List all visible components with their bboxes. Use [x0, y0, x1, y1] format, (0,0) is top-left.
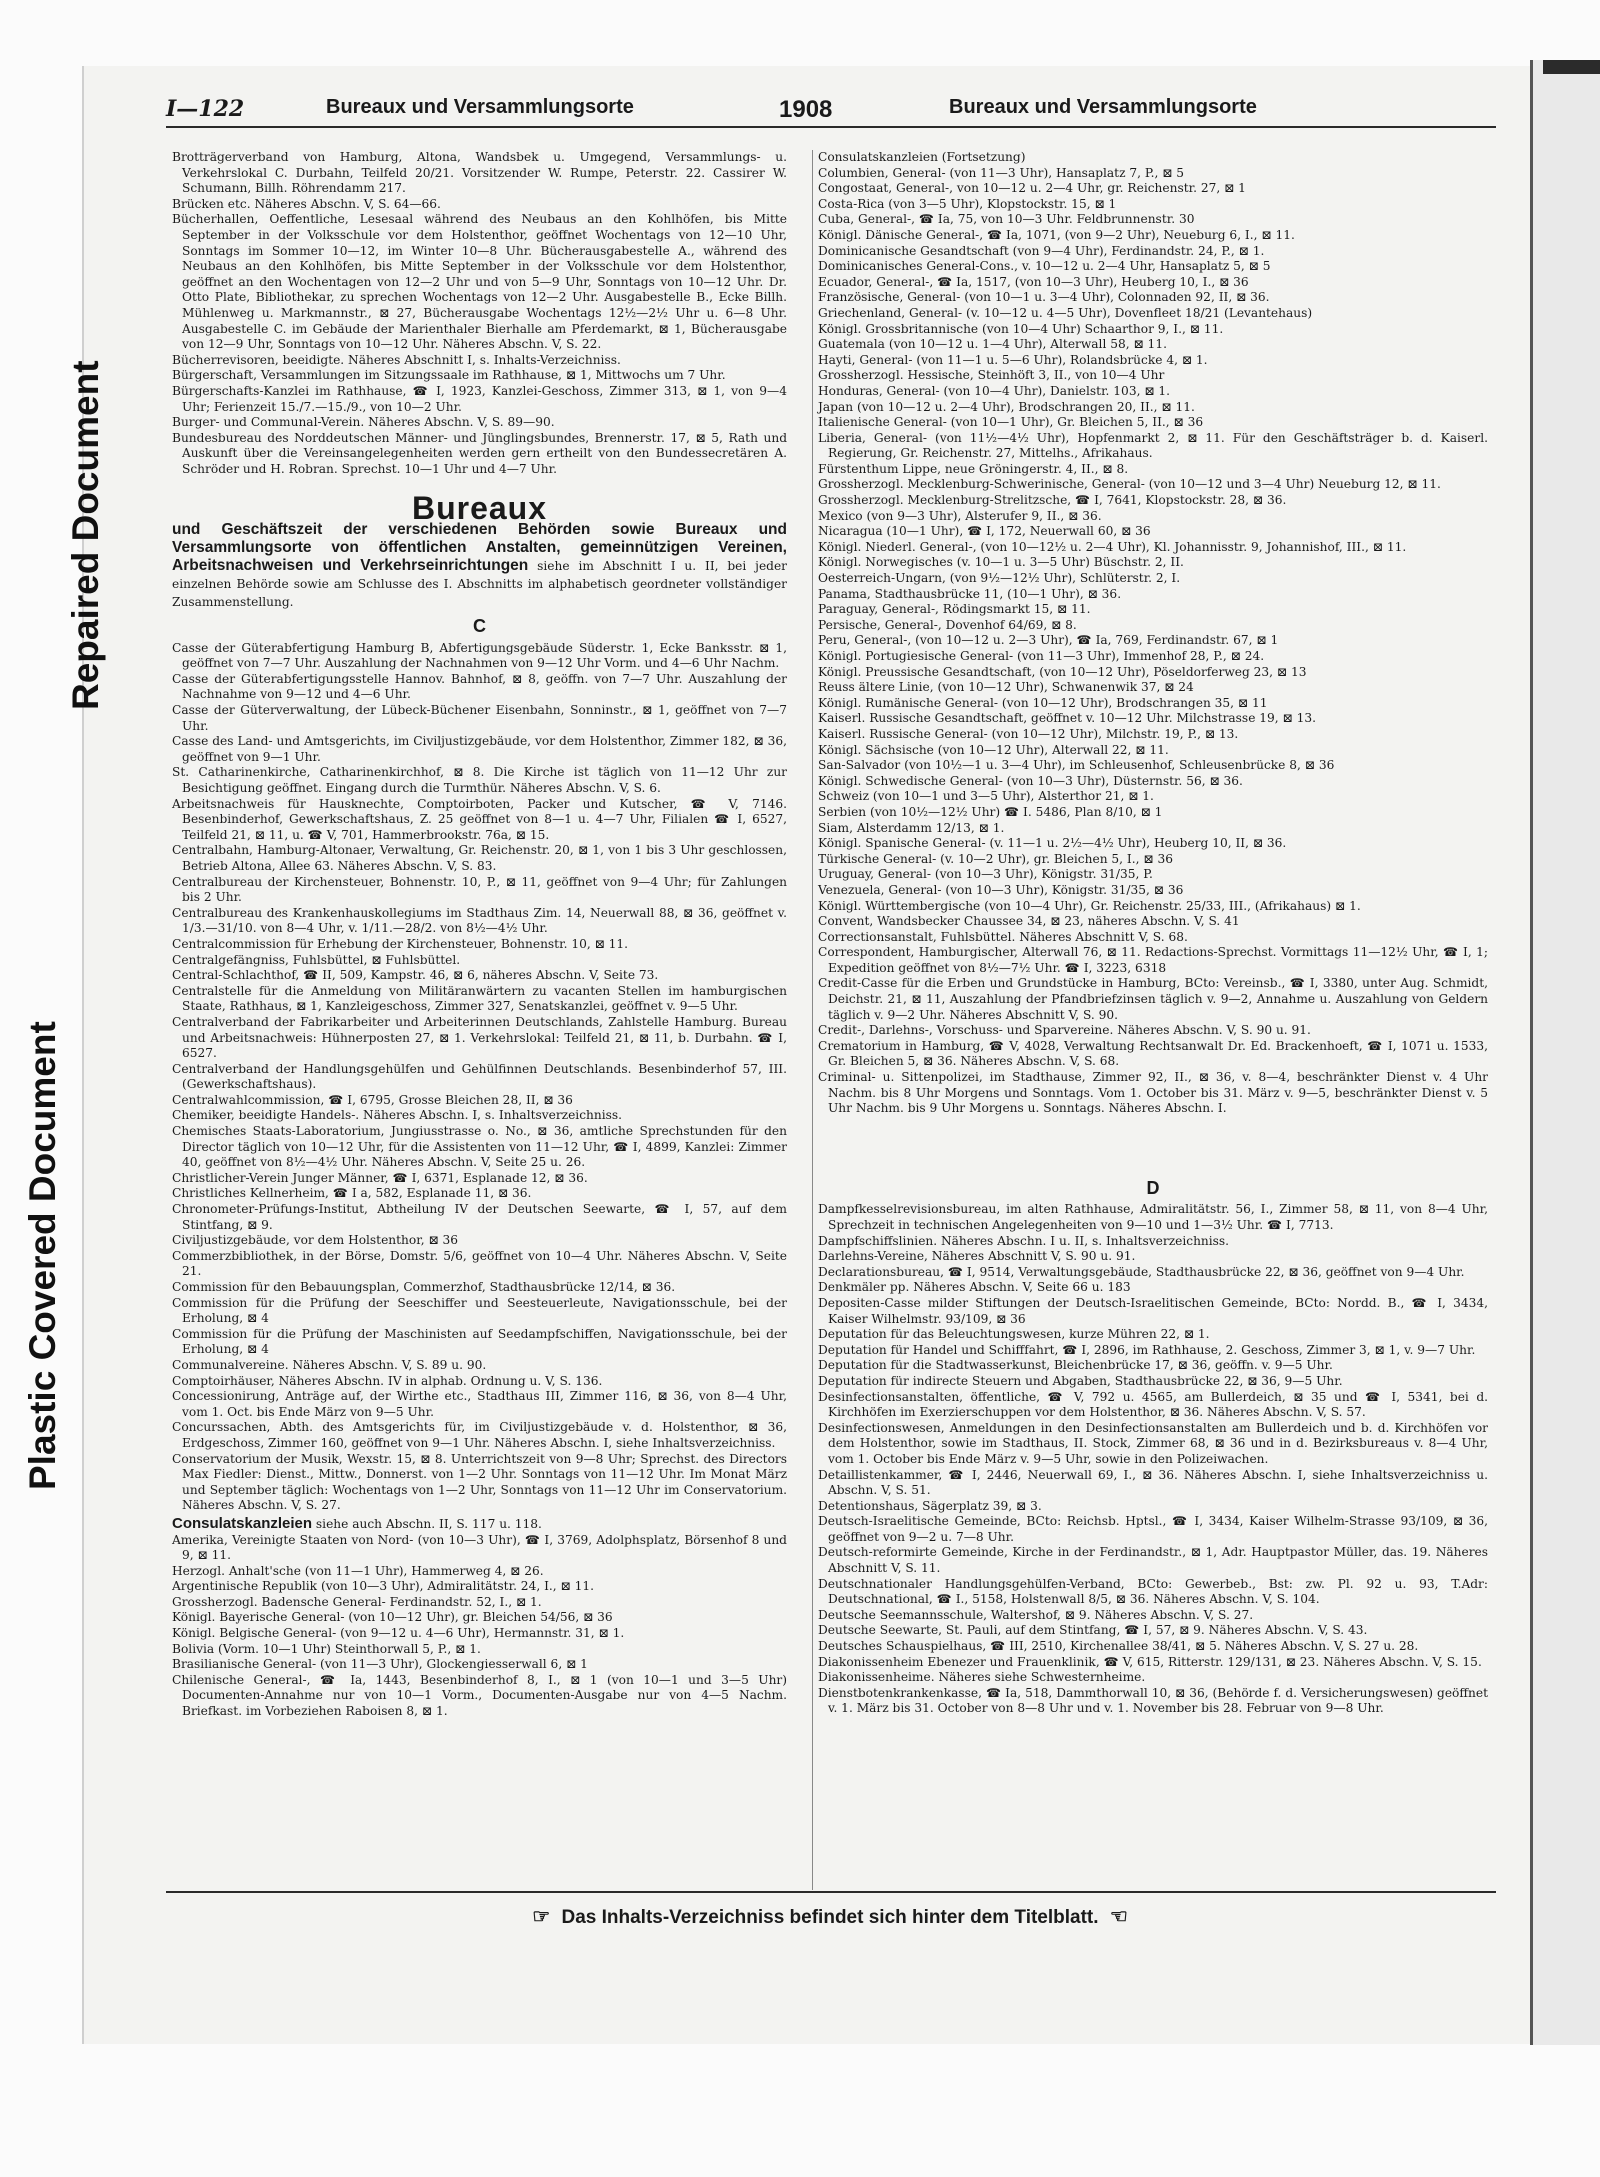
side-labels: [20, 200, 150, 1490]
list-entry: Grossherzogl. Badensche General- Ferdinandstr. 52, I., ⊠ 1.: [172, 1594, 542, 1609]
consulats-heading-bold: Consulatskanzleien: [172, 1514, 313, 1532]
list-entry: Columbien, General- (von 11—3 Uhr), Hansaplatz 7, P., ⊠ 5: [818, 165, 1185, 180]
list-entry: Königl. Norwegisches (v. 10—1 u. 3—5 Uhr) Büschstr. 2, II.: [818, 555, 1184, 570]
list-entry: Ecuador, General-, ☎ Ia, 1517, (von 10—3 Uhr), Heuberg 10, I., ⊠ 36: [818, 274, 1249, 289]
list-entry: Königl. Sächsische (von 10—12 Uhr), Alterwall 22, ⊠ 11.: [818, 742, 1169, 757]
list-entry: Declarationsbureau, ☎ I, 9514, Verwaltungsgebäude, Stadthausbrücke 22, ⊠ 36, geöffnet von 9—4 Uhr.: [818, 1264, 1465, 1279]
list-entry: Grossherzogl. Hessische, Steinhöft 3, II., von 10—4 Uhr: [818, 368, 1165, 383]
list-entry: Centralverband der Fabrikarbeiter und Arbeiterinnen Deutschlands, Zahlstelle Hamburg. Bureau und Arbeitsnachweis: Hühnerposten 27, ⊠ 1. Verkehrslokal: Teilfeld 21, ⊠ 11, b. Durbahn. ☎ I, 6527.: [172, 1014, 787, 1061]
list-entry: Königl. Schwedische General- (von 10—3 Uhr), Düsternstr. 56, ⊠ 36.: [818, 773, 1243, 788]
list-entry: Centralwahlcommission, ☎ I, 6795, Grosse Bleichen 28, II, ⊠ 36: [172, 1092, 573, 1107]
entries-consulates: [172, 1533, 787, 1720]
list-entry: Centralbureau des Krankenhauskollegiums im Stadthaus Zim. 14, Neuerwall 88, ⊠ 36, geöffnet v. 1/3.—31/10. von 8—4 Uhr, v. 1/11.—28/2. von 8½—4½ Uhr.: [172, 905, 787, 936]
list-entry: Deputation für Handel und Schifffahrt, ☎ I, 2896, im Rathhause, 2. Geschoss, Zimmer 3, ⊠ 1, v. 9—7 Uhr.: [818, 1342, 1476, 1357]
list-entry: Credit-, Darlehns-, Vorschuss- und Sparvereine. Näheres Abschn. V, S. 90 u. 91.: [818, 1023, 1311, 1038]
list-entry: Central-Schlachthof, ☎ II, 509, Kampstr. 46, ⊠ 6, näheres Abschn. V, Seite 73.: [172, 968, 659, 983]
list-entry: Paraguay, General-, Rödingsmarkt 15, ⊠ 11.: [818, 602, 1091, 617]
list-entry: Bolivia (Vorm. 10—1 Uhr) Steinthorwall 5, P., ⊠ 1.: [172, 1641, 481, 1656]
list-entry: Bürgerschafts-Kanzlei im Rathhause, ☎ I, 1923, Kanzlei-Geschoss, Zimmer 313, ⊠ 1, von 9—4 Uhr; Ferienzeit 15./7.—15./9., von 10—2 Uhr.: [172, 383, 787, 414]
list-entry: Königl. Dänische General-, ☎ Ia, 1071, (von 9—2 Uhr), Neueburg 6, I., ⊠ 11.: [818, 227, 1295, 242]
plastic-covered-label: Plastic Covered Document: [22, 1021, 63, 1490]
list-entry: Amerika, Vereinigte Staaten von Nord- (von 10—3 Uhr), ☎ I, 3769, Adolphsplatz, Börsenhof 8 und 9, ⊠ 11.: [172, 1532, 787, 1563]
list-entry: Centralverband der Handlungsgehülfen und Gehülfinnen Deutschlands. Besenbinderhof 57, III. (Gewerkschaftshaus).: [172, 1061, 787, 1092]
list-entry: Panama, Stadthausbrücke 11, (10—1 Uhr), ⊠ 36.: [818, 586, 1122, 601]
list-entry: Bücherhallen, Oeffentliche, Lesesaal während des Neubaus an den Kohlhöfen, bis Mitte September in der Volksschule vor dem Holstenthor, geöffnet Wochentags von 12—10 Uhr, Sonntags im Sommer 10—12, im Winter 10—8 Uhr. Bücherausgabestelle A., während des Neubaus an den Kohlhöfen, bis Mitte September in der Volksschule vor dem Holstenthor, geöffnet an den Wochentagen von 12—2 Uhr und von 5—9 Uhr, Sonntags von 10—12 Uhr. Dr. Otto Plate, Bibliothekar, zu sprechen Wochentags von 12—2 Uhr. Ausgabestelle B., Ecke Billh. Mühlenweg u. Markmannstr., ⊠ 27, Bücherausgabe Wochentags 12½—2½ Uhr u. 6—8 Uhr. Ausgabestelle C. im Gebäude der Marienthaler Bierhalle am Pferdemarkt, ⊠ 1, Bücherausgabe von 12—9 Uhr, Sonntags von 10—12 Uhr. Näheres Abschn. V, S. 22.: [172, 212, 787, 352]
bureaux-sub-rest: siehe im Abschnitt I u. II, bei jeder einzelnen Behörde sowie am Schlusse des I. Abschnitts im alphabetisch geordneter vollständiger Zusammenstellung.: [172, 559, 787, 610]
list-entry: Uruguay, General- (von 10—3 Uhr), Königstr. 31/35, P.: [818, 867, 1153, 882]
list-entry: Mexico (von 9—3 Uhr), Alsterufer 9, II., ⊠ 36.: [818, 508, 1102, 523]
list-entry: Fürstenthum Lippe, neue Gröningerstr. 4, II., ⊠ 8.: [818, 461, 1129, 476]
list-entry: Desinfectionswesen, Anmeldungen in den Desinfectionsanstalten am Bullerdeich und b. d. Kirchhöfen vor dem Holstenthor, sowie im Stadthaus, II. Stock, Zimmer 68, ⊠ 36 und in d. Bezirksbureaus v. 8—4 Uhr, vom 1. October bis Ende März v. 9—5 Uhr, sowie in den Polizeiwachen.: [818, 1420, 1488, 1466]
bureaux-subheading: [172, 521, 787, 611]
repaired-document-label: Repaired Document: [65, 360, 106, 710]
footer-note: [330, 1904, 1330, 1934]
list-entry: Oesterreich-Ungarn, (von 9½—12½ Uhr), Schlüterstr. 2, I.: [818, 571, 1181, 586]
list-entry: Königl. Rumänische General- (von 10—12 Uhr), Brodschrangen 35, ⊠ 11: [818, 695, 1268, 710]
list-entry: Concurssachen, Abth. des Amtsgerichts für, im Civiljustizgebäude v. d. Holstenthor, ⊠ 36, Erdgeschoss, Zimmer 160, geöffnet von 9—1 Uhr. Näheres Abschn. I, siehe Inhaltsverzeichniss.: [172, 1420, 787, 1450]
list-entry: Deputation für indirecte Steuern und Abgaben, Stadthausbrücke 22, ⊠ 36, 9—5 Uhr.: [818, 1373, 1343, 1388]
list-entry: Königl. Grossbritannische (von 10—4 Uhr) Schaarthor 9, I., ⊠ 11.: [818, 321, 1224, 336]
list-entry: Herzogl. Anhalt'sche (von 11—1 Uhr), Hammerweg 4, ⊠ 26.: [172, 1563, 544, 1578]
list-entry: Liberia, General- (von 11½—4½ Uhr), Hopfenmarkt 2, ⊠ 11. Für den Geschäftsträger b. d. Kaiserl. Regierung, Gr. Reichenstr. 27, Mittelhs., Afrikahaus.: [818, 430, 1488, 461]
list-entry: Casse des Land- und Amtsgerichts, im Civiljustizgebäude, vor dem Holstenthor, Zimmer 182, ⊠ 36, geöffnet von 9—1 Uhr.: [172, 734, 787, 764]
list-entry: Dominicanische Gesandtschaft (von 9—4 Uhr), Ferdinandstr. 24, P., ⊠ 1.: [818, 243, 1265, 258]
list-entry: Deutsch-Israelitische Gemeinde, BCto: Reichsb. Hptsl., ☎ I, 3434, Kaiser Wilhelm-Strasse 93/109, ⊠ 36, geöffnet von 9—2 u. 7—8 Uhr.: [818, 1514, 1488, 1544]
list-entry: Darlehns-Vereine, Näheres Abschnitt V, S. 90 u. 91.: [818, 1249, 1136, 1264]
list-entry: Grossherzogl. Mecklenburg-Schwerinische, General- (von 10—12 und 3—4 Uhr) Neueburg 12, ⊠ 11.: [818, 477, 1441, 492]
list-entry: San-Salvador (von 10½—1 u. 3—4 Uhr), im Schleusenhof, Schleusenbrücke 8, ⊠ 36: [818, 758, 1335, 773]
list-entry: Französische, General- (von 10—1 u. 3—4 Uhr), Colonnaden 92, II, ⊠ 36.: [818, 290, 1270, 305]
list-entry: Communalvereine. Näheres Abschn. V, S. 89 u. 90.: [172, 1357, 487, 1372]
year: 1908: [779, 96, 833, 123]
list-entry: Chemisches Staats-Laboratorium, Jungiusstrasse o. No., ⊠ 36, amtliche Sprechstunden für den Director täglich von 10—12 Uhr, für die Assistenten von 11—12 Uhr, ☎ I, 4899, Kanzlei: Zimmer 40, geöffnet von 8½—4½ Uhr. Näheres Abschn. V, Seite 25 u. 26.: [172, 1124, 787, 1170]
header-rule: [166, 126, 1496, 128]
section-letter-c: C: [473, 616, 486, 637]
list-entry: Dampfschiffslinien. Näheres Abschn. I u. II, s. Inhaltsverzeichniss.: [818, 1233, 1230, 1248]
footer-rule: [166, 1891, 1496, 1893]
list-entry: St. Catharinenkirche, Catharinenkirchhof, ⊠ 8. Die Kirche ist täglich von 11—12 Uhr zur Besichtigung geöffnet. Eingang durch die Turmthür. Näheres Abschn. V, S. 6.: [172, 765, 787, 795]
list-entry: Bundesbureau des Norddeutschen Männer- und Jünglingsbundes, Brennerstr. 17, ⊠ 5, Rath und Auskunft über die Vereinsangelegenheiten werden gern ertheilt von den Bundessecretären A. Schröder und H. Robran. Sprechst. 10—1 Uhr und 4—7 Uhr.: [172, 430, 787, 476]
list-entry: Honduras, General- (von 10—4 Uhr), Danielstr. 103, ⊠ 1.: [818, 383, 1171, 398]
entries-b: [172, 150, 787, 477]
list-entry: Nicaragua (10—1 Uhr), ☎ I, 172, Neuerwall 60, ⊠ 36: [818, 524, 1151, 539]
list-entry: Kaiserl. Russische General- (von 10—12 Uhr), Milchstr. 19, P., ⊠ 13.: [818, 726, 1239, 741]
list-entry: Deputation für die Stadtwasserkunst, Bleichenbrücke 17, ⊠ 36, geöffn. v. 9—5 Uhr.: [818, 1358, 1333, 1373]
list-entry: Commission für die Prüfung der Maschinisten auf Seedampfschiffen, Navigationsschule, bei der Erholung, ⊠ 4: [172, 1326, 787, 1357]
list-entry: Deutsch-reformirte Gemeinde, Kirche in der Ferdinandstr., ⊠ 1, Adr. Hauptpastor Müller, das. 19. Näheres Abschnitt V, S. 11.: [818, 1545, 1488, 1576]
list-entry: Centralbahn, Hamburg-Altonaer, Verwaltung, Gr. Reichenstr. 20, ⊠ 1, von 1 bis 3 Uhr geschlossen, Betrieb Altona, Allee 63. Näheres Abschn. V, S. 83.: [172, 843, 787, 873]
list-entry: Chilenische General-, ☎ Ia, 1443, Besenbinderhof 8, I., ⊠ 1 (von 10—1 und 3—5 Uhr) Documenten-Annahme nur von 10—1 Vorm., Documenten-Ausgabe nur von 4—5 Nachm. Briefkast. im Vorbeziehen Raboisen 8, ⊠ 1.: [172, 1672, 787, 1719]
right-column: [818, 150, 1488, 1717]
list-entry: Türkische General- (v. 10—2 Uhr), gr. Bleichen 5, I., ⊠ 36: [818, 851, 1173, 866]
list-entry: Casse der Güterabfertigungsstelle Hannov. Bahnhof, ⊠ 8, geöffn. von 7—7 Uhr. Auszahlung der Nachnahme von 9—12 und 4—6 Uhr.: [172, 671, 787, 702]
list-entry: Detentionshaus, Sägerplatz 39, ⊠ 3.: [818, 1498, 1042, 1513]
list-entry: Commission für die Prüfung der Seeschiffer und Seesteuerleute, Navigationsschule, bei der Erholung, ⊠ 4: [172, 1295, 787, 1326]
bureaux-heading: Bureaux: [411, 490, 548, 527]
list-entry: Kaiserl. Russische Gesandtschaft, geöffnet v. 10—12 Uhr. Milchstrasse 19, ⊠ 13.: [818, 711, 1317, 726]
list-entry: Argentinische Republik (von 10—3 Uhr), Admiralitätstr. 24, I., ⊠ 11.: [172, 1579, 594, 1594]
list-entry: Commerzbibliothek, in der Börse, Domstr. 5/6, geöffnet von 10—4 Uhr. Näheres Abschn. V, Seite 21.: [172, 1248, 787, 1279]
list-entry: Convent, Wandsbecker Chaussee 34, ⊠ 23, näheres Abschn. V, S. 41: [818, 914, 1240, 929]
list-entry: Italienische General- (von 10—1 Uhr), Gr. Bleichen 5, II., ⊠ 36: [818, 415, 1204, 430]
list-entry: Dominicanisches General-Cons., v. 10—12 u. 2—4 Uhr, Hansaplatz 5, ⊠ 5: [818, 259, 1271, 274]
list-entry: Comptoirhäuser, Näheres Abschn. IV in alphab. Ordnung u. V, S. 136.: [172, 1373, 603, 1388]
list-entry: Königl. Preussische Gesandtschaft, (von 10—12 Uhr), Pöseldorferweg 23, ⊠ 13: [818, 664, 1307, 679]
list-entry: Denkmäler pp. Näheres Abschn. V, Seite 66 u. 183: [818, 1280, 1131, 1295]
list-entry: Königl. Spanische General- (v. 11—1 u. 2½—4½ Uhr), Heuberg 10, II, ⊠ 36.: [818, 836, 1287, 851]
list-entry: Concessionirung, Anträge auf, der Wirthe etc., Stadthaus III, Zimmer 116, ⊠ 36, von 8—4 Uhr, vom 1. Oct. bis Ende März von 9—5 Uhr.: [172, 1389, 787, 1419]
list-entry: Burger- und Communal-Verein. Näheres Abschn. V, S. 89—90.: [172, 415, 555, 430]
list-entry: Bücherrevisoren, beeidigte. Näheres Abschnitt I, s. Inhalts-Verzeichniss.: [172, 352, 621, 367]
consulats-continued-heading: Consulatskanzleien (Fortsetzung): [818, 150, 1026, 164]
list-entry: Centralstelle für die Anmeldung von Militäranwärtern zu vacanten Stellen im hamburgischen Staate, Rathhaus, ⊠ 1, Kanzleigeschoss, Zimmer 327, Senatskanzlei, geöffnet v. 9—5 Uhr.: [172, 983, 787, 1014]
list-entry: Christliches Kellnerheim, ☎ I a, 582, Esplanade 11, ⊠ 36.: [172, 1186, 532, 1201]
list-entry: Criminal- u. Sittenpolizei, im Stadthause, Zimmer 92, II., ⊠ 36, v. 8—4, beschränkter Dienst v. 4 Uhr Nachm. bis 8 Uhr Morgens und Sonntags. Vom 1. October bis 31. März v. 9—5, beschränkter Dienst v. 5 Uhr Nachm. bis 9 Uhr Morgens u. Sonntags. Näheres Abschn. I.: [818, 1070, 1488, 1116]
list-entry: Desinfectionsanstalten, öffentliche, ☎ V, 792 u. 4565, am Bullerdeich, ⊠ 35 und ☎ I, 5341, bei d. Kirchhöfen im Exerzierschuppen vor dem Holstenthor, ⊠ 36. Näheres Abschn. V, S. 57.: [818, 1389, 1488, 1420]
entries-c: [172, 641, 787, 1514]
list-entry: Königl. Bayerische General- (von 10—12 Uhr), gr. Bleichen 54/56, ⊠ 36: [172, 1610, 613, 1625]
list-entry: Centralcommission für Erhebung der Kirchensteuer, Bohnenstr. 10, ⊠ 11.: [172, 936, 629, 951]
list-entry: Deutschnationaler Handlungsgehülfen-Verband, BCto: Gewerbeb., Bst: zw. Pl. 92 u. 93, T.Adr: Deutschnational, ☎ I., 5158, Holstenwall 8/5, ⊠ 36. Näheres Abschn. V, S. 104.: [818, 1576, 1488, 1607]
list-entry: Casse der Güterverwaltung, der Lübeck-Büchener Eisenbahn, Sonninstr., ⊠ 1, geöffnet von 7—7 Uhr.: [172, 703, 787, 733]
list-entry: Königl. Belgische General- (von 9—12 u. 4—6 Uhr), Hermannstr. 31, ⊠ 1.: [172, 1626, 625, 1641]
entries-d: [818, 1202, 1488, 1717]
list-entry: Deutsche Seemannsschule, Waltershof, ⊠ 9. Näheres Abschn. V, S. 27.: [818, 1607, 1254, 1622]
list-entry: Brücken etc. Näheres Abschn. V, S. 64—66.: [172, 196, 441, 211]
list-entry: Königl. Württembergische (von 10—4 Uhr), Gr. Reichenstr. 25/33, III., (Afrikahaus) ⊠ 1.: [818, 898, 1361, 913]
list-entry: Casse der Güterabfertigung Hamburg B, Abfertigungsgebäude Süderstr. 1, Ecke Banksstr. ⊠ 1, geöffnet von 7—7 Uhr. Auszahlung der Nachnahmen von 9—12 Uhr Vorm. und 4—6 Uhr Nachm.: [172, 640, 787, 671]
running-title-right: Bureaux und Versammlungsorte: [949, 96, 1257, 118]
list-entry: Crematorium in Hamburg, ☎ V, 4028, Verwaltung Rechtsanwalt Dr. Ed. Brackenhoeft, ☎ I, 1071 u. 1533, Gr. Bleichen 5, ⊠ 36. Näheres Abschn. V, S. 68.: [818, 1038, 1488, 1069]
list-entry: Guatemala (von 10—12 u. 1—4 Uhr), Alterwall 58, ⊠ 11.: [818, 337, 1167, 352]
list-entry: Hayti, General- (von 11—1 u. 5—6 Uhr), Rolandsbrücke 4, ⊠ 1.: [818, 352, 1208, 367]
entries-consulates-continued: [818, 166, 1488, 915]
list-entry: Reuss ältere Linie, (von 10—12 Uhr), Schwanenwik 37, ⊠ 24: [818, 680, 1194, 695]
list-entry: Cuba, General-, ☎ Ia, 75, von 10—3 Uhr. Feldbrunnenstr. 30: [818, 212, 1195, 227]
entries-c-continued: [818, 914, 1488, 1117]
list-entry: Centralgefängniss, Fuhlsbüttel, ⊠ Fuhlsbüttel.: [172, 952, 461, 967]
page-number: I—122: [166, 96, 245, 122]
page-edge-mark: [1543, 60, 1600, 74]
list-entry: Persische, General-, Dovenhof 64/69, ⊠ 8.: [818, 617, 1077, 632]
next-page-edge: [1530, 60, 1600, 2045]
list-entry: Japan (von 10—12 u. 2—4 Uhr), Brodschrangen 20, II., ⊠ 11.: [818, 399, 1195, 414]
consulats-heading: [172, 1516, 787, 1533]
list-entry: Chemiker, beeidigte Handels-. Näheres Abschn. I, s. Inhaltsverzeichniss.: [172, 1108, 623, 1123]
list-entry: Peru, General-, (von 10—12 u. 2—3 Uhr), ☎ Ia, 769, Ferdinandstr. 67, ⊠ 1: [818, 633, 1279, 648]
section-letter-d: D: [1146, 1177, 1160, 1198]
list-entry: Königl. Portugiesische General- (von 11—3 Uhr), Immenhof 28, P., ⊠ 24.: [818, 649, 1265, 663]
pointing-hand-left-icon: ☜: [1109, 1906, 1128, 1928]
list-entry: Correctionsanstalt, Fuhlsbüttel. Näheres Abschnitt V, S. 68.: [818, 929, 1188, 944]
list-entry: Deutsche Seewarte, St. Pauli, auf dem Stintfang, ☎ I, 57, ⊠ 9. Näheres Abschn. V, S. 43.: [818, 1623, 1368, 1638]
list-entry: Arbeitsnachweis für Hausknechte, Comptoirboten, Packer und Kutscher, ☎ V, 7146. Besenbinderhof, Gewerkschaftshaus, Z. 25 geöffnet von 8—1 u. 4—7 Uhr, Filialen ☎ I, 6527, Teilfeld 21, ⊠ 11, u. ☎ V, 701, Hammerbrookstr. 76a, ⊠ 15.: [172, 796, 787, 842]
spacer: [818, 1117, 1488, 1173]
list-entry: Bürgerschaft, Versammlungen im Sitzungssaale im Rathhause, ⊠ 1, Mittwochs um 7 Uhr.: [172, 368, 726, 383]
list-entry: Grossherzogl. Mecklenburg-Strelitzsche, ☎ I, 7641, Klopstockstr. 28, ⊠ 36.: [818, 493, 1287, 508]
list-entry: Depositen-Casse milder Stiftungen der Deutsch-Israelitischen Gemeinde, BCto: Nordd. B., ☎ I, 3434, Kaiser Wilhelmstr. 93/109, ⊠ 36: [818, 1295, 1488, 1326]
list-entry: Civiljustizgebäude, vor dem Holstenthor, ⊠ 36: [172, 1233, 459, 1248]
column-divider: [812, 150, 813, 1890]
list-entry: Brasilianische General- (von 11—3 Uhr), Glockengiesserwall 6, ⊠ 1: [172, 1657, 588, 1672]
list-entry: Chronometer-Prüfungs-Institut, Abtheilung IV der Deutschen Seewarte, ☎ I, 57, auf dem Stintfang, ⊠ 9.: [172, 1202, 787, 1232]
list-entry: Credit-Casse für die Erben und Grundstücke in Hamburg, BCto: Vereinsb., ☎ I, 3380, unter Aug. Schmidt, Deichstr. 21, ⊠ 11, Auszahlung der Pfandbriefzinsen täglich v. 9—2, Annahme u. Auszahlung von Geldern täglich v. 9—2 Uhr. Näheres Abschnitt V, S. 90.: [818, 976, 1488, 1022]
list-entry: Commission für den Bebauungsplan, Commerzhof, Stadthausbrücke 12/14, ⊠ 36.: [172, 1280, 676, 1294]
list-entry: Diakonissenheim Ebenezer und Frauenklinik, ☎ V, 615, Ritterstr. 129/131, ⊠ 23. Näheres Abschn. V, S. 15.: [818, 1654, 1482, 1669]
list-entry: Christlicher-Verein Junger Männer, ☎ I, 6371, Esplanade 12, ⊠ 36.: [172, 1170, 588, 1185]
list-entry: Deputation für das Beleuchtungswesen, kurze Mühren 22, ⊠ 1.: [818, 1327, 1210, 1342]
list-entry: Venezuela, General- (von 10—3 Uhr), Königstr. 31/35, ⊠ 36: [818, 882, 1184, 897]
left-column: [172, 150, 787, 1720]
consulats-heading-rest: siehe auch Abschn. II, S. 117 u. 118.: [312, 1516, 542, 1531]
pointing-hand-right-icon: ☞: [532, 1906, 551, 1928]
list-entry: Serbien (von 10½—12½ Uhr) ☎ I. 5486, Plan 8/10, ⊠ 1: [818, 804, 1163, 819]
footer-text: Das Inhalts-Verzeichniss befindet sich hinter dem Titelblatt.: [561, 1907, 1099, 1928]
bureaux-sub-bold: und Geschäftszeit der verschiedenen Behörden sowie Bureaux und Versammlungsorte von öffentlichen Anstalten, gemeinnützigen Vereinen, Arbeitsnachweisen und Verkehrseinrichtungen: [172, 521, 787, 575]
list-entry: Dienstbotenkrankenkasse, ☎ Ia, 518, Dammthorwall 10, ⊠ 36, (Behörde f. d. Versicherungswesen) geöffnet v. 1. März bis 31. October von 8—8 Uhr und v. 1. November bis 28. Februar von 9—8 Uhr.: [818, 1685, 1488, 1716]
list-entry: Brotträgerverband von Hamburg, Altona, Wandsbek u. Umgegend, Versammlungs- u. Verkehrslokal C. Durbahn, Teilfeld 20/21. Vorsitzender W. Rumpe, Peterstr. 22. Cassirer W. Schumann, Billh. Röhrendamm 217.: [172, 150, 787, 196]
list-entry: Congostaat, General-, von 10—12 u. 2—4 Uhr, gr. Reichenstr. 27, ⊠ 1: [818, 181, 1246, 196]
list-entry: Dampfkesselrevisionsbureau, im alten Rathhause, Admiralitätstr. 56, I., Zimmer 58, ⊠ 11, von 8—4 Uhr, Sprechzeit in technischen Angelegenheiten von 9—10 und 1—3½ Uhr. ☎ I, 7713.: [818, 1202, 1488, 1232]
list-entry: Correspondent, Hamburgischer, Alterwall 76, ⊠ 11. Redactions-Sprechst. Vormittags 11—12½ Uhr, ☎ I, 1; Expedition geöffnet von 8½—7½ Uhr. ☎ I, 3223, 6318: [818, 945, 1488, 975]
list-entry: Königl. Niederl. General-, (von 10—12½ u. 2—4 Uhr), Kl. Johannisstr. 9, Johannishof, III., ⊠ 11.: [818, 539, 1407, 554]
list-entry: Costa-Rica (von 3—5 Uhr), Klopstockstr. 15, ⊠ 1: [818, 196, 1117, 211]
list-entry: Diakonissenheime. Näheres siehe Schwesternheime.: [818, 1670, 1146, 1685]
running-title-left: Bureaux und Versammlungsorte: [326, 96, 634, 118]
list-entry: Deutsches Schauspielhaus, ☎ III, 2510, Kirchenallee 38/41, ⊠ 5. Näheres Abschn. V, S. 27 u. 28.: [818, 1639, 1419, 1654]
list-entry: Siam, Alsterdamm 12/13, ⊠ 1.: [818, 820, 1005, 835]
list-entry: Griechenland, General- (v. 10—12 u. 4—5 Uhr), Dovenfleet 18/21 (Levantehaus): [818, 305, 1313, 320]
list-entry: Centralbureau der Kirchensteuer, Bohnenstr. 10, P., ⊠ 11, geöffnet von 9—4 Uhr; für Zahlungen bis 2 Uhr.: [172, 874, 787, 905]
list-entry: Conservatorium der Musik, Wexstr. 15, ⊠ 8. Unterrichtszeit von 9—8 Uhr; Sprechst. des Directors Max Fiedler: Dienst., Mittw., Donnerst. von 1—2 Uhr. Sonntags von 11—12 Uhr. Im Monat März und September täglich: Wochentags von 1—2 Uhr, Sonntags von 11—12 Uhr im Conservatorium. Näheres Abschn. V, S. 27.: [172, 1451, 787, 1513]
list-entry: Schweiz (von 10—1 und 3—5 Uhr), Alsterthor 21, ⊠ 1.: [818, 789, 1154, 804]
list-entry: Detaillistenkammer, ☎ I, 2446, Neuerwall 69, I., ⊠ 36. Näheres Abschn. I, siehe Inhaltsverzeichniss u. Abschn. V, S. 51.: [818, 1467, 1488, 1498]
